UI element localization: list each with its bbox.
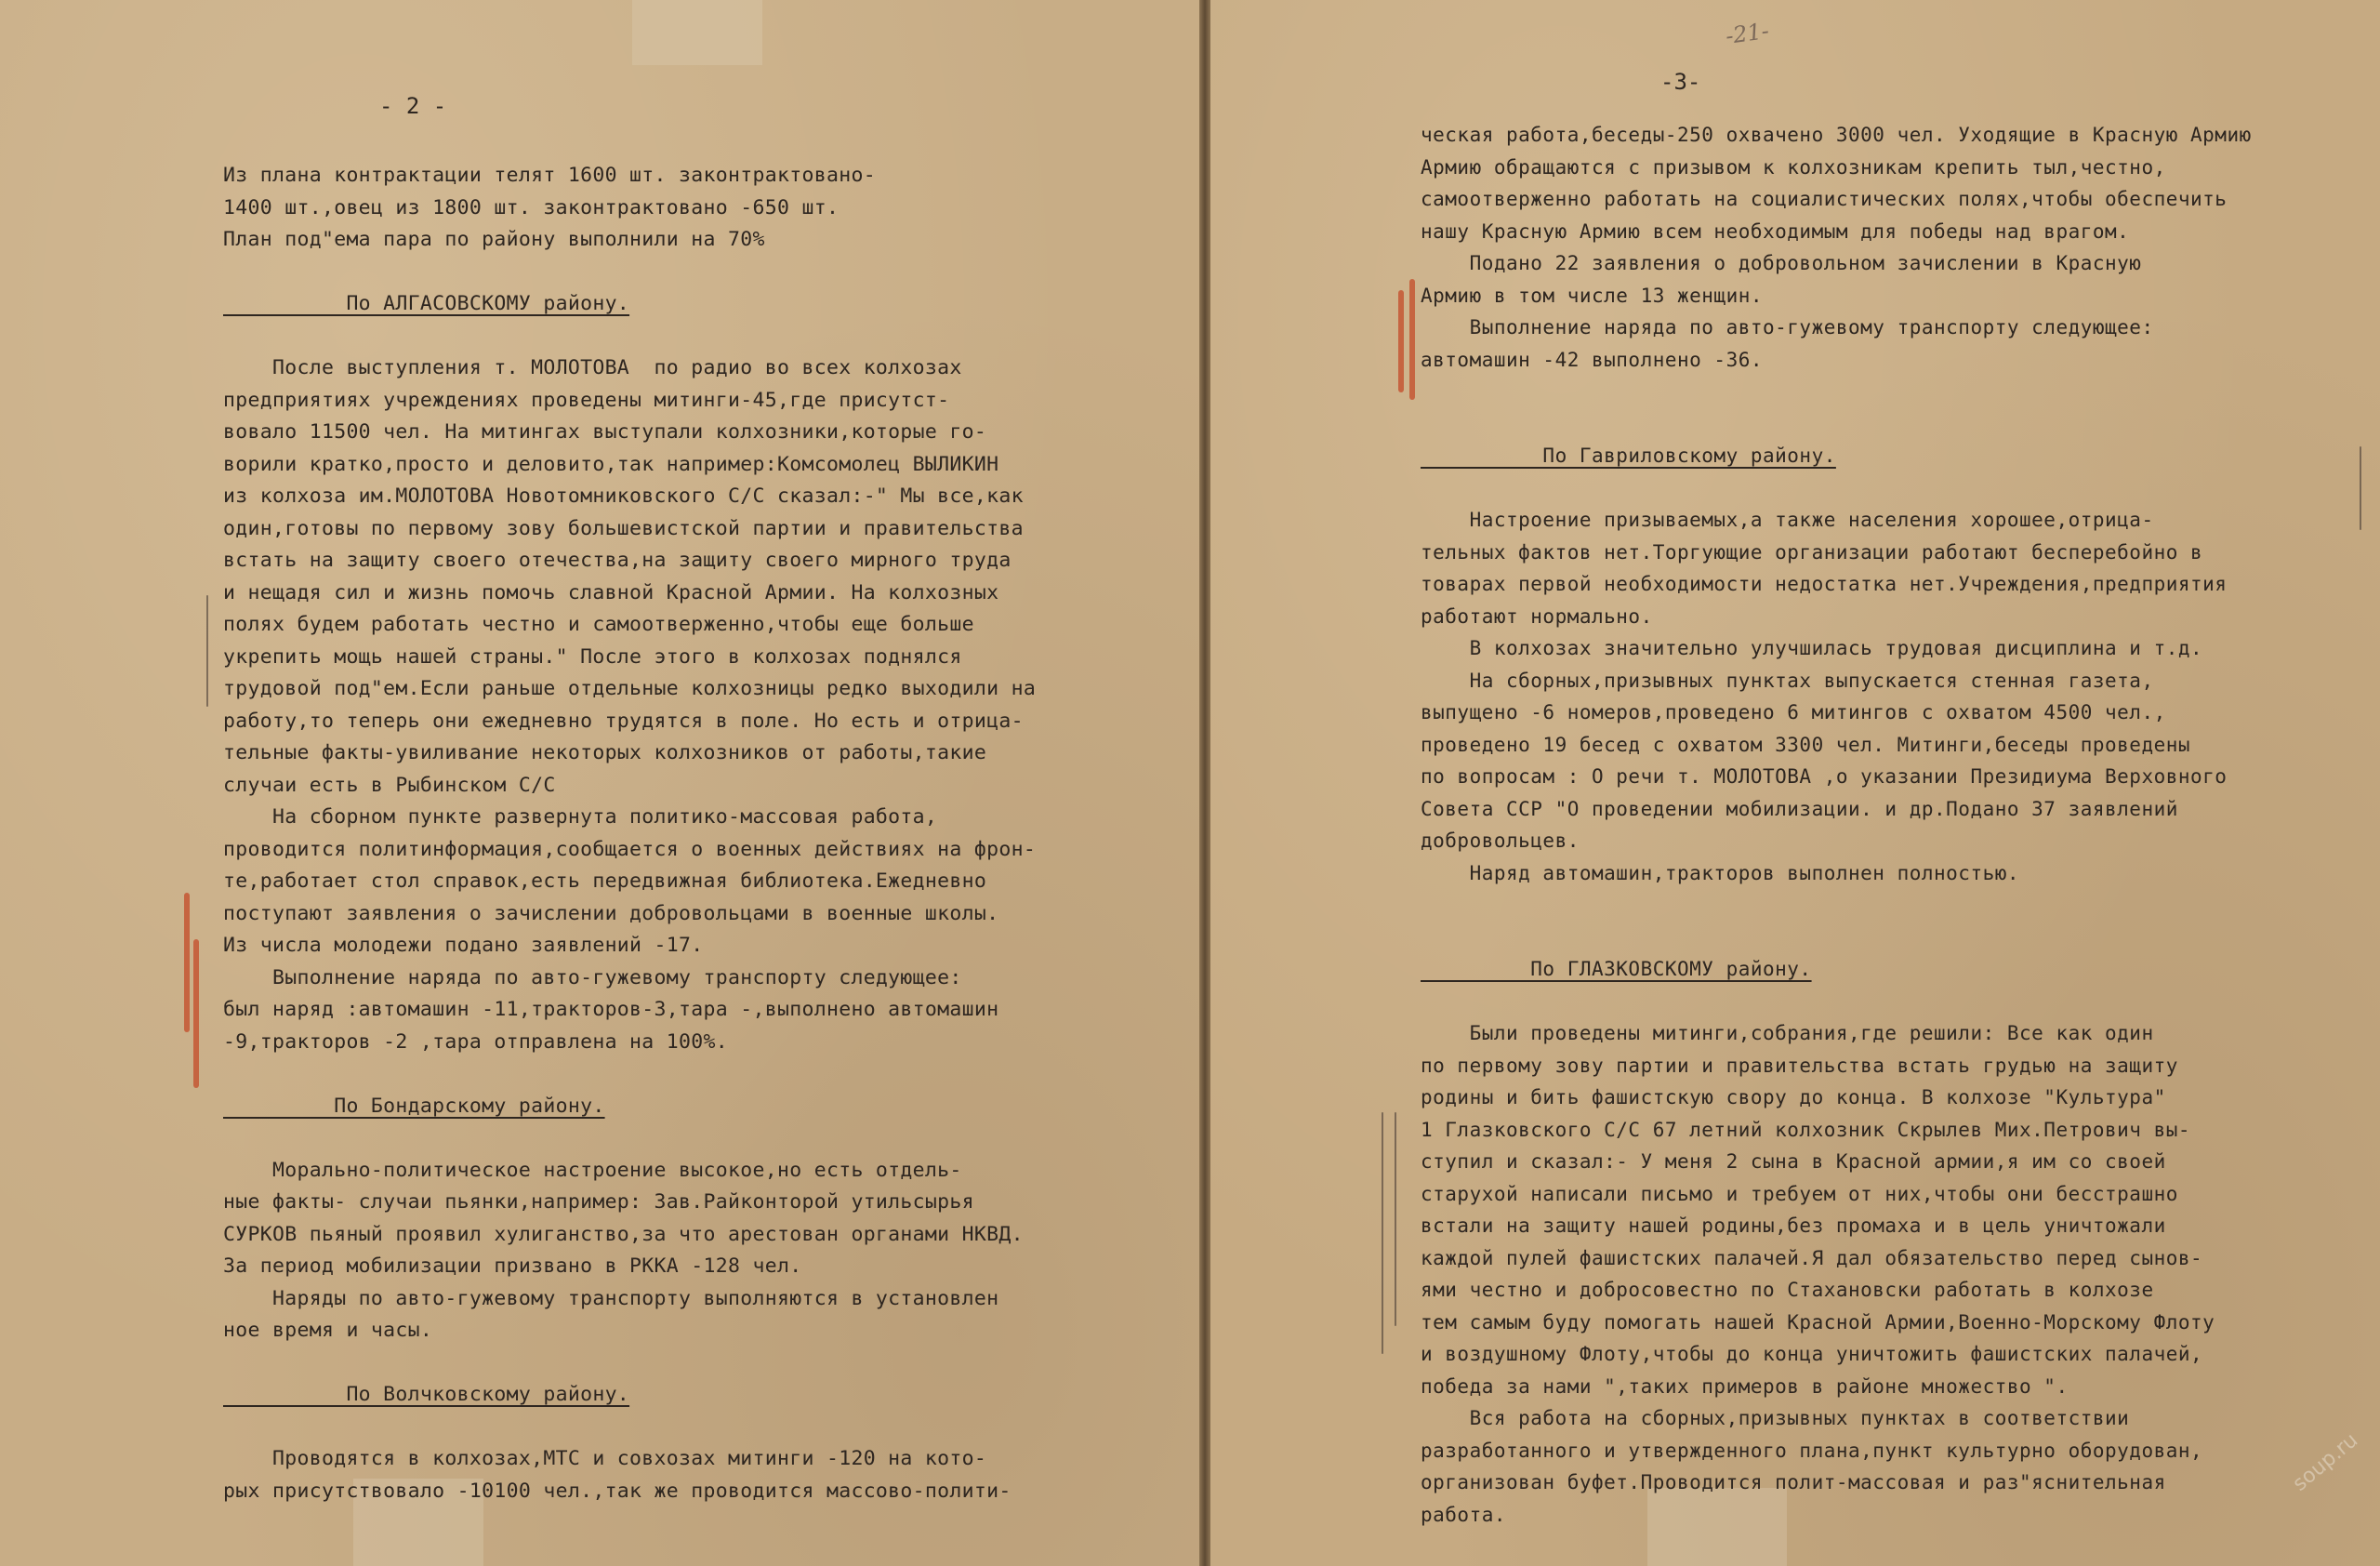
text-line: организован буфет.Проводится полит-массовая и раз"яснительная (1421, 1471, 2166, 1493)
text-line (1421, 922, 2252, 954)
text-line: Подано 22 заявления о добровольном зачислении в Красную (1421, 252, 2142, 274)
text-line: проведено 19 бесед с охватом 3300 чел. Митинги,беседы проведены (1421, 733, 2191, 756)
page-gutter (1199, 0, 1210, 1566)
text-line: работа. (1421, 1503, 1507, 1526)
text-line (223, 1058, 1036, 1091)
section-heading: По Бондарскому району. (223, 1094, 605, 1118)
section-heading: По Волчковскому району. (223, 1383, 630, 1406)
text-line: каждой пулей фашистских палачей.Я дал обязательство перед сынов- (1421, 1246, 2203, 1269)
text-line: и нещадя сил и жизнь помочь славной Красной Армии. На колхозных (223, 580, 999, 604)
text-line: нашу Красную Армию всем необходимым для победы над врагом. (1421, 219, 2130, 243)
text-line: из колхоза им.МОЛОТОВА Новотомниковского С/С сказал:-" Мы все,как (223, 484, 1024, 508)
pencil-margin-mark (2360, 446, 2361, 530)
text-line: Были проведены митинги,собрания,где решили: Все как один (1421, 1022, 2154, 1044)
text-line: 1 Глазковского С/С 67 летний колхозник Скрылев Мих.Петрович вы- (1421, 1118, 2191, 1141)
text-line: автомашин -42 выполнено -36. (1421, 348, 1764, 371)
text-line: ное время и часы. (223, 1319, 433, 1342)
text-line: вовало 11500 чел. На митингах выступали колхозники,которые го- (223, 420, 987, 444)
text-line: 1400 шт.,овец из 1800 шт. законтрактовано -650 шт. (223, 195, 840, 219)
text-line: ями честно и добросовестно по Стахановски работать в колхозе (1421, 1279, 2154, 1301)
text-line: За период мобилизации призвано в РККА -128 чел. (223, 1254, 802, 1278)
red-margin-mark (184, 893, 190, 1032)
text-line: Из плана контрактации телят 1600 шт. законтрактовано- (223, 164, 876, 187)
text-line: те,работает стол справок,есть передвижная библиотека.Ежедневно (223, 869, 987, 893)
text-line: ные факты- случаи пьянки,например: Зав.Райконторой утильсырья (223, 1190, 974, 1214)
text-line: поступают заявления о зачислении добровольцами в военные школы. (223, 901, 999, 925)
text-line: тем самым буду помогать нашей Красной Армии,Военно-Морскому Флоту (1421, 1310, 2215, 1334)
text-line: После выступления т. МОЛОТОВА по радио во всех колхозах (223, 356, 962, 379)
text-line: Проводятся в колхозах,МТС и совхозах митинги -120 на кото- (223, 1447, 987, 1470)
text-line: полях будем работать честно и самоотверженно,чтобы еще больше (223, 613, 974, 636)
pencil-margin-mark (1395, 1112, 1396, 1326)
text-line: СУРКОВ пьяный проявил хулиганство,за что арестован органами НКВД. (223, 1222, 1024, 1246)
text-line: В колхозах значительно улучшилась трудовая дисциплина и т.д. (1421, 637, 2203, 659)
text-line: -9,тракторов -2 ,тара отправлена на 100%. (223, 1029, 729, 1054)
pencil-margin-mark (206, 595, 208, 707)
text-line: ступил и сказал:- У меня 2 сына в Красной армии,я им со своей (1421, 1150, 2166, 1173)
text-line: Армию обращаются с призывом к колхозникам крепить тыл,честно, (1421, 155, 2166, 179)
text-line: по вопросам : О речи т. МОЛОТОВА ,о указании Президиума Верховного (1421, 765, 2228, 788)
archive-sheet-number: -21- (1724, 17, 1771, 50)
text-line (223, 1122, 1036, 1155)
text-line (223, 1412, 1036, 1444)
text-line (1421, 986, 2252, 1018)
section-heading: По АЛГАСОВСКОМУ району. (223, 292, 630, 315)
text-line: Наряд автомашин,тракторов выполнен полностью. (1421, 861, 2020, 884)
text-line (1421, 408, 2252, 441)
text-line (223, 1347, 1036, 1380)
text-line: рых присутствовало -10100 чел.,так же проводится массово-полити- (223, 1479, 1012, 1503)
right-page-number: -3- (1660, 69, 1701, 95)
text-line: родины и бить фашистскую свору до конца. В колхозе "Культура" (1421, 1086, 2166, 1108)
text-line: Армию в том числе 13 женщин. (1421, 284, 1764, 307)
text-line: Выполнение наряда по авто-гужевому транспорту следующее: (223, 965, 962, 989)
right-page-body (1421, 119, 2252, 1531)
watermark: soup.ru (2288, 1428, 2363, 1496)
text-line: по первому зову партии и правительства встать грудью на защиту (1421, 1054, 2178, 1077)
text-line: проводится политинформация,сообщается о военных действиях на фрон- (223, 837, 1037, 861)
text-line (223, 321, 1036, 353)
text-line (1421, 889, 2252, 922)
text-line: старухой написали письмо и требуем от них,чтобы они бесстрашно (1421, 1182, 2178, 1205)
text-line: встать на защиту своего отечества,на защиту своего мирного труда (223, 549, 1012, 572)
text-line: Настроение призываемых,а также населения хорошее,отрица- (1421, 509, 2154, 531)
text-line: ворили кратко,просто и деловито,так например:Комсомолец ВЫЛИКИН (223, 452, 999, 476)
text-line: На сборных,призывных пунктах выпускается стенная газета, (1421, 669, 2154, 692)
text-line: случаи есть в Рыбинском С/С (223, 773, 556, 797)
red-margin-mark (1398, 290, 1404, 392)
pencil-margin-mark (1382, 1112, 1383, 1354)
text-line: добровольцев. (1421, 829, 1580, 852)
text-line: был наряд :автомашин -11,тракторов-3,тара -,выполнено автомашин (223, 998, 999, 1021)
text-line: На сборном пункте развернута политико-массовая работа, (223, 805, 938, 829)
text-line: тельные факты-увиливание некоторых колхозников от работы,такие (223, 741, 987, 764)
left-page-number: - 2 - (379, 93, 447, 119)
text-line: Морально-политическое настроение высокое,но есть отдель- (223, 1158, 962, 1182)
text-line: один,готовы по первому зову большевистской партии и правительства (223, 516, 1024, 540)
text-line: Из числа молодежи подано заявлений -17. (223, 934, 704, 957)
text-line: работу,то теперь они ежедневно трудятся в поле. Но есть и отрица- (223, 709, 1024, 733)
section-heading: По ГЛАЗКОВСКОМУ району. (1421, 958, 1812, 980)
text-line: выпущено -6 номеров,проведено 6 митингов с охватом 4500 чел., (1421, 701, 2166, 723)
text-line: трудовой под"ем.Если раньше отдельные колхозницы редко выходили на (223, 677, 1037, 700)
text-line (223, 257, 1036, 289)
left-page-body (223, 160, 1036, 1507)
text-line: работают нормально. (1421, 604, 1653, 628)
text-line: Вся работа на сборных,призывных пунктах в соответствии (1421, 1407, 2130, 1429)
section-heading: По Гавриловскому району. (1421, 445, 1836, 467)
text-line: предприятиях учреждениях проведены митинги-45,где присутст- (223, 388, 950, 412)
text-line (1421, 376, 2252, 408)
text-line: Наряды по авто-гужевому транспорту выполняются в установлен (223, 1286, 999, 1310)
text-line: ческая работа,беседы-250 охвачено 3000 чел. Уходящие в Красную Армию (1421, 124, 2252, 146)
text-line: разработанного и утвержденного плана,пункт культурно оборудован, (1421, 1439, 2203, 1462)
text-line: План под"ема пара по району выполнили на 70% (223, 228, 765, 251)
text-line: Совета ССР "О проведении мобилизации. и др.Подано 37 заявлений (1421, 797, 2178, 820)
text-line: тельных фактов нет.Торгующие организации работают бесперебойно в (1421, 540, 2203, 564)
text-line: самоотверженно работать на социалистических полях,чтобы обеспечить (1421, 188, 2228, 210)
text-line: товарах первой необходимости недостатка нет.Учреждения,предприятия (1421, 573, 2228, 595)
text-line: Выполнение наряда по авто-гужевому транспорту следующее: (1421, 316, 2154, 338)
text-line: победа за нами ",таких примеров в районе множество ". (1421, 1374, 2069, 1398)
text-line: встали на защиту нашей родины,без промаха и в цель уничтожали (1421, 1214, 2166, 1237)
text-line (1421, 472, 2252, 505)
text-line: укрепить мощь нашей страны." После этого в колхозах поднялся (223, 644, 962, 669)
text-line: и воздушному Флоту,чтобы до конца уничтожить фашистских палачей, (1421, 1343, 2203, 1365)
red-margin-mark (193, 939, 199, 1088)
red-margin-mark (1409, 279, 1415, 400)
